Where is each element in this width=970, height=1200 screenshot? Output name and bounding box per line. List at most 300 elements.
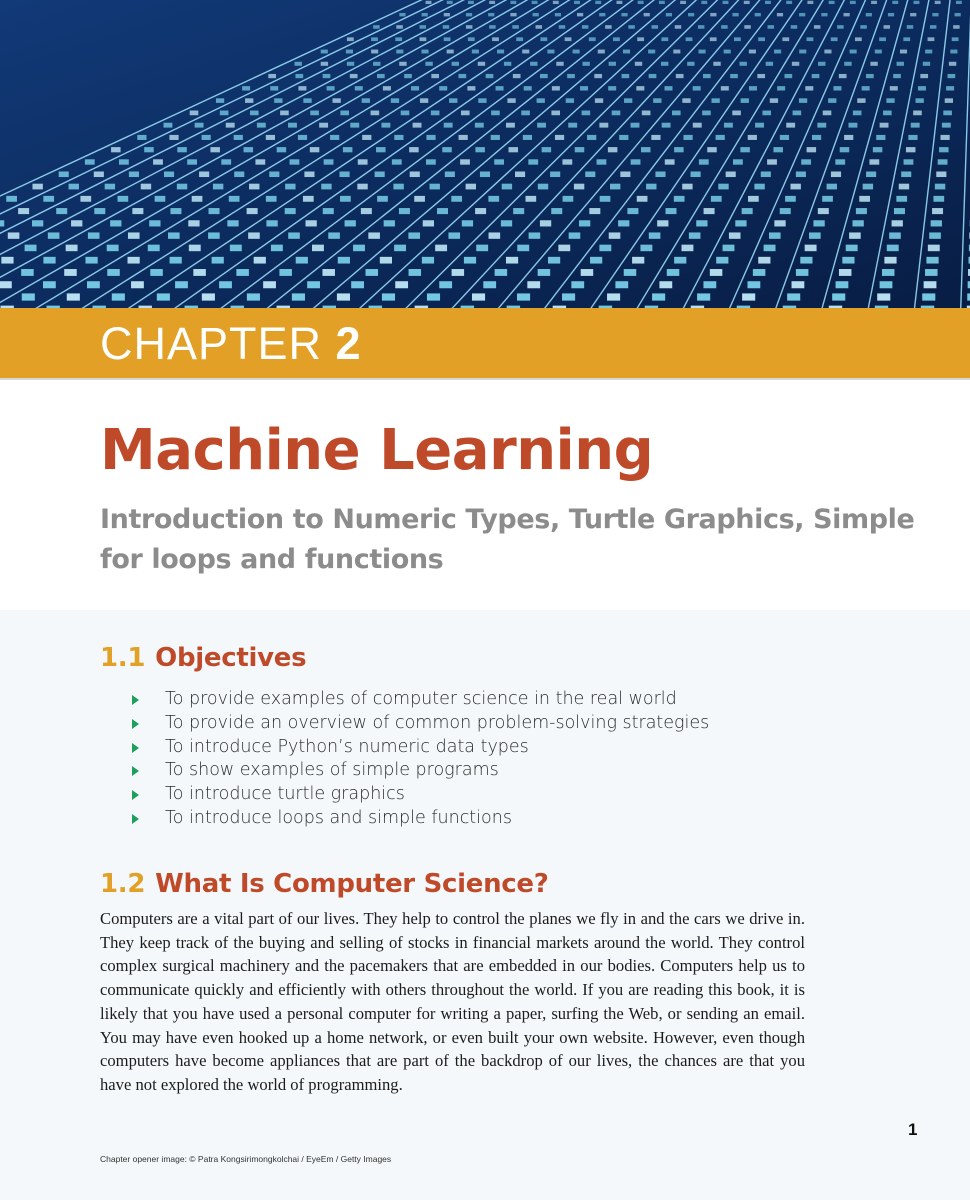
server-slot-mark	[426, 159, 436, 164]
server-slot-mark	[651, 135, 660, 140]
list-item	[132, 712, 709, 736]
server-slot-mark	[792, 62, 799, 66]
server-slot-mark	[884, 257, 896, 264]
server-slot-mark	[723, 1, 729, 4]
server-slot-mark	[420, 37, 427, 41]
server-slot-mark	[786, 123, 795, 128]
server-slot-mark	[764, 245, 776, 252]
server-slot-mark	[533, 13, 539, 16]
server-slot-mark	[110, 220, 121, 226]
server-slot-mark	[638, 1, 644, 4]
server-slot-mark	[846, 245, 858, 252]
server-slot-mark	[288, 123, 297, 128]
server-slot-mark	[574, 1, 580, 4]
server-slot-mark	[512, 25, 519, 29]
server-slot-mark	[911, 123, 920, 128]
server-slot-mark	[227, 220, 238, 226]
server-slot-mark	[562, 293, 575, 300]
server-slot-mark	[571, 281, 584, 288]
server-slot-mark	[829, 1, 835, 4]
server-slot-mark	[799, 98, 807, 103]
server-slot-mark	[748, 196, 759, 202]
list-item-text: To introduce loops and simple functions	[165, 807, 512, 828]
server-slot-mark	[475, 208, 486, 214]
server-slot-mark	[542, 147, 552, 152]
server-slot-mark	[401, 111, 410, 116]
triangle-bullet-icon	[132, 719, 139, 729]
server-slot-mark	[396, 25, 403, 29]
server-slot-mark	[777, 13, 783, 16]
server-slot-mark	[665, 208, 676, 214]
server-slot-mark	[892, 1, 898, 4]
server-slot-mark	[132, 208, 143, 214]
server-slot-mark	[399, 208, 410, 214]
server-slot-mark	[799, 13, 805, 16]
server-slot-mark	[59, 171, 69, 177]
server-slot-mark	[496, 86, 504, 90]
server-slot-mark	[553, 1, 559, 4]
server-slot-mark	[698, 25, 705, 29]
objectives-list	[132, 688, 709, 831]
server-slot-mark	[800, 257, 812, 264]
server-slot-mark	[144, 147, 154, 152]
triangle-bullet-icon	[132, 695, 139, 705]
server-slot-mark	[940, 135, 949, 140]
server-slot-mark	[492, 37, 499, 41]
server-slot-mark	[431, 111, 440, 116]
server-slot-mark	[844, 135, 853, 140]
server-slot-mark	[327, 86, 335, 90]
server-slot-mark	[761, 171, 771, 177]
server-slot-mark	[459, 135, 468, 140]
server-slot-mark	[489, 232, 501, 238]
server-slot-mark	[697, 293, 710, 300]
triangle-bullet-icon	[132, 743, 139, 753]
server-slot-mark	[540, 37, 547, 41]
server-slot-mark	[263, 281, 276, 288]
server-slot-mark	[525, 196, 536, 202]
server-slot-mark	[950, 50, 957, 54]
server-slot-mark	[195, 123, 204, 128]
server-slot-mark	[644, 13, 650, 16]
server-slot-mark	[295, 74, 303, 78]
server-slot-mark	[648, 50, 655, 54]
server-slot-mark	[615, 281, 628, 288]
chapter-number: 2	[335, 318, 362, 369]
server-slot-mark	[925, 50, 932, 54]
server-slot-mark	[621, 13, 627, 16]
server-slot-mark	[87, 281, 100, 288]
server-slot-mark	[780, 208, 791, 214]
server-slot-mark	[748, 135, 757, 140]
server-slot-mark	[608, 147, 618, 152]
server-slot-mark	[758, 37, 765, 41]
server-slot-mark	[857, 98, 865, 103]
server-slot-mark	[646, 184, 656, 190]
server-slot-mark	[839, 74, 847, 78]
server-slot-mark	[242, 86, 250, 90]
server-slot-mark	[216, 98, 224, 103]
server-slot-mark	[853, 220, 864, 226]
server-slot-mark	[886, 98, 894, 103]
server-slot-mark	[447, 1, 453, 4]
server-slot-mark	[813, 220, 824, 226]
server-slot-mark	[250, 111, 259, 116]
server-slot-mark	[828, 98, 836, 103]
server-slot-mark	[345, 220, 356, 226]
server-slot-mark	[88, 232, 100, 238]
server-slot-mark	[624, 98, 632, 103]
server-slot-mark	[437, 208, 448, 214]
server-slot-mark	[568, 123, 577, 128]
server-slot-mark	[340, 171, 350, 177]
server-slot-mark	[0, 281, 12, 288]
server-slot-mark	[661, 62, 668, 66]
server-slot-mark	[948, 74, 956, 78]
server-slot-mark	[689, 232, 701, 238]
chapter-title: Machine Learning	[100, 418, 654, 483]
server-slot-mark	[425, 62, 432, 66]
server-slot-mark	[823, 111, 832, 116]
list-item	[132, 759, 709, 783]
server-slot-mark	[659, 281, 672, 288]
server-slot-mark	[729, 232, 741, 238]
server-slot-mark	[879, 37, 886, 41]
server-slot-mark	[931, 220, 942, 226]
server-slot-mark	[129, 171, 139, 177]
server-slot-mark	[943, 111, 952, 116]
server-slot-mark	[735, 220, 746, 226]
server-slot-mark	[631, 123, 640, 128]
server-slot-mark	[744, 25, 751, 29]
server-slot-mark	[321, 62, 328, 66]
server-slot-mark	[279, 269, 292, 276]
server-slot-mark	[528, 159, 538, 164]
server-slot-mark	[742, 293, 755, 300]
server-slot-mark	[439, 86, 447, 90]
server-slot-mark	[338, 257, 350, 264]
server-slot-mark	[475, 123, 484, 128]
server-slot-mark	[431, 74, 439, 78]
server-slot-mark	[383, 86, 391, 90]
server-slot-mark	[94, 208, 105, 214]
server-slot-mark	[703, 74, 711, 78]
server-slot-mark	[680, 1, 686, 4]
server-slot-mark	[107, 245, 119, 252]
server-slot-mark	[466, 184, 476, 190]
server-slot-mark	[69, 184, 79, 190]
page-number: 1	[908, 1120, 918, 1139]
section-number: 1.1	[100, 643, 146, 673]
server-slot-mark	[730, 74, 738, 78]
server-slot-mark	[732, 13, 738, 16]
server-slot-mark	[220, 111, 229, 116]
server-slot-mark	[812, 135, 821, 140]
server-slot-mark	[502, 184, 512, 190]
server-slot-mark	[538, 269, 551, 276]
server-slot-mark	[394, 245, 406, 252]
server-slot-mark	[876, 135, 885, 140]
server-slot-mark	[600, 196, 611, 202]
server-slot-mark	[924, 281, 937, 288]
server-slot-mark	[244, 147, 254, 152]
server-slot-mark	[926, 257, 938, 264]
server-slot-mark	[699, 159, 709, 164]
server-slot-mark	[523, 135, 532, 140]
server-slot-mark	[774, 50, 781, 54]
server-slot-mark	[532, 1, 538, 4]
server-slot-mark	[661, 37, 668, 41]
server-slot-mark	[347, 62, 354, 66]
server-slot-mark	[67, 293, 80, 300]
server-slot-mark	[426, 135, 435, 140]
server-slot-mark	[547, 50, 554, 54]
server-slot-mark	[324, 159, 334, 164]
server-slot-mark	[620, 171, 630, 177]
server-slot-mark	[537, 123, 546, 128]
server-slot-mark	[716, 135, 725, 140]
chapter-word: CHAPTER	[100, 318, 323, 369]
server-slot-mark	[452, 62, 459, 66]
server-slot-mark	[942, 123, 951, 128]
server-slot-mark	[859, 196, 870, 202]
server-slot-mark	[461, 111, 470, 116]
server-slot-mark	[627, 208, 638, 214]
server-slot-mark	[268, 74, 276, 78]
triangle-bullet-icon	[132, 766, 139, 776]
server-slot-mark	[234, 171, 244, 177]
server-slot-mark	[574, 184, 584, 190]
server-slot-mark	[796, 269, 809, 276]
server-slot-mark	[649, 232, 661, 238]
server-slot-mark	[43, 196, 54, 202]
server-slot-mark	[375, 171, 385, 177]
server-slot-mark	[323, 208, 334, 214]
server-slot-mark	[582, 62, 589, 66]
server-slot-mark	[862, 86, 870, 90]
server-slot-mark	[674, 257, 686, 264]
server-slot-mark	[716, 257, 728, 264]
server-slot-mark	[666, 13, 672, 16]
server-slot-mark	[916, 98, 924, 103]
server-slot-mark	[724, 50, 731, 54]
server-slot-mark	[449, 98, 457, 103]
list-item-text: To introduce turtle graphics	[165, 784, 405, 805]
server-slot-mark	[427, 293, 440, 300]
server-slot-mark	[875, 50, 882, 54]
server-slot-mark	[682, 98, 690, 103]
server-slot-mark	[831, 171, 841, 177]
server-slot-mark	[918, 86, 926, 90]
server-slot-mark	[703, 281, 716, 288]
section-heading-computer-science	[100, 867, 549, 901]
server-slot-mark	[844, 62, 851, 66]
server-slot-mark	[616, 1, 622, 4]
server-slot-mark	[80, 196, 91, 202]
server-slot-mark	[333, 98, 341, 103]
server-slot-mark	[662, 123, 671, 128]
server-slot-mark	[837, 25, 844, 29]
server-slot-mark	[621, 74, 629, 78]
server-slot-mark	[443, 25, 450, 29]
server-slot-mark	[623, 50, 630, 54]
server-slot-mark	[536, 25, 543, 29]
server-slot-mark	[141, 184, 151, 190]
server-slot-mark	[740, 62, 747, 66]
server-slot-mark	[420, 98, 428, 103]
server-slot-mark	[444, 13, 450, 16]
section-number: 1.2	[100, 869, 146, 899]
server-slot-mark	[724, 123, 733, 128]
server-slot-mark	[350, 74, 358, 78]
server-slot-mark	[330, 135, 339, 140]
server-slot-mark	[229, 196, 240, 202]
server-slot-mark	[192, 196, 203, 202]
server-slot-mark	[358, 159, 368, 164]
server-slot-mark	[472, 293, 485, 300]
server-slot-mark	[307, 281, 320, 288]
server-slot-mark	[522, 50, 529, 54]
server-slot-mark	[665, 159, 675, 164]
server-slot-mark	[288, 232, 300, 238]
server-slot-mark	[782, 37, 789, 41]
server-slot-mark	[923, 62, 930, 66]
server-slot-mark	[373, 25, 380, 29]
server-slot-mark	[755, 13, 761, 16]
server-slot-mark	[749, 50, 756, 54]
server-slot-mark	[871, 1, 877, 4]
server-slot-mark	[426, 1, 432, 4]
server-slot-mark	[863, 184, 873, 190]
server-slot-mark	[733, 159, 743, 164]
server-slot-mark	[887, 245, 899, 252]
server-slot-mark	[540, 220, 551, 226]
server-slot-mark	[659, 1, 665, 4]
server-slot-mark	[530, 62, 537, 66]
server-slot-mark	[269, 171, 279, 177]
server-slot-mark	[153, 159, 163, 164]
server-slot-mark	[609, 232, 621, 238]
list-item	[132, 807, 709, 831]
server-slot-mark	[809, 232, 821, 238]
server-slot-mark	[609, 62, 616, 66]
server-slot-mark	[266, 135, 275, 140]
server-slot-mark	[357, 184, 367, 190]
server-slot-mark	[897, 62, 904, 66]
server-slot-mark	[655, 171, 665, 177]
server-slot-mark	[458, 74, 466, 78]
server-slot-mark	[904, 159, 914, 164]
server-slot-mark	[175, 281, 188, 288]
server-slot-mark	[849, 232, 861, 238]
server-slot-mark	[199, 171, 209, 177]
server-slot-mark	[362, 135, 371, 140]
server-slot-mark	[340, 196, 351, 202]
server-slot-mark	[346, 50, 353, 54]
server-slot-mark	[212, 257, 224, 264]
server-slot-mark	[489, 1, 495, 4]
server-slot-mark	[946, 86, 954, 90]
server-slot-mark	[467, 86, 475, 90]
server-slot-mark	[599, 13, 605, 16]
server-slot-mark	[755, 123, 764, 128]
server-slot-mark	[822, 196, 833, 202]
server-slot-mark	[913, 111, 922, 116]
server-slot-mark	[618, 220, 629, 226]
server-slot-mark	[910, 13, 916, 16]
server-slot-mark	[597, 159, 607, 164]
server-slot-mark	[409, 269, 422, 276]
server-slot-mark	[869, 159, 879, 164]
server-slot-mark	[529, 232, 541, 238]
server-slot-mark	[619, 135, 628, 140]
server-slot-mark	[928, 37, 935, 41]
server-slot-mark	[8, 232, 20, 238]
server-slot-mark	[899, 184, 909, 190]
server-slot-mark	[255, 159, 265, 164]
chapter-opener-image	[0, 0, 970, 308]
server-slot-mark	[667, 269, 680, 276]
server-slot-mark	[860, 25, 867, 29]
server-slot-mark	[169, 135, 178, 140]
server-slot-mark	[285, 184, 295, 190]
server-slot-mark	[371, 37, 378, 41]
server-slot-mark	[930, 25, 937, 29]
server-slot-mark	[189, 245, 201, 252]
server-slot-mark	[676, 74, 684, 78]
server-slot-mark	[742, 208, 753, 214]
server-slot-mark	[274, 98, 282, 103]
server-slot-mark	[726, 171, 736, 177]
server-slot-mark	[409, 147, 419, 152]
list-item	[132, 783, 709, 807]
server-slot-mark	[769, 232, 781, 238]
server-slot-mark	[371, 111, 380, 116]
server-slot-mark	[721, 86, 729, 90]
server-slot-mark	[32, 184, 42, 190]
server-slot-mark	[920, 74, 928, 78]
server-slot-mark	[607, 293, 620, 300]
server-slot-mark	[631, 159, 641, 164]
server-slot-mark	[595, 1, 601, 4]
server-slot-mark	[598, 50, 605, 54]
server-slot-mark	[835, 159, 845, 164]
server-slot-mark	[785, 196, 796, 202]
server-slot-mark	[527, 281, 540, 288]
server-slot-mark	[513, 74, 521, 78]
server-slot-mark	[245, 98, 253, 103]
server-slot-mark	[475, 147, 485, 152]
server-slot-mark	[818, 208, 829, 214]
server-slot-mark	[1, 257, 13, 264]
server-slot-mark	[392, 159, 402, 164]
server-slot-mark	[704, 208, 715, 214]
server-slot-mark	[414, 196, 425, 202]
server-slot-mark	[762, 111, 771, 116]
server-slot-mark	[323, 74, 331, 78]
server-slot-mark	[562, 159, 572, 164]
server-slot-mark	[754, 184, 764, 190]
list-item	[132, 688, 709, 712]
server-slot-mark	[347, 37, 354, 41]
server-slot-mark	[295, 62, 302, 66]
server-slot-mark	[807, 37, 814, 41]
server-slot-mark	[170, 208, 181, 214]
server-slot-mark	[635, 62, 642, 66]
server-slot-mark	[435, 245, 447, 252]
server-slot-mark	[188, 220, 199, 226]
server-slot-mark	[790, 184, 800, 190]
